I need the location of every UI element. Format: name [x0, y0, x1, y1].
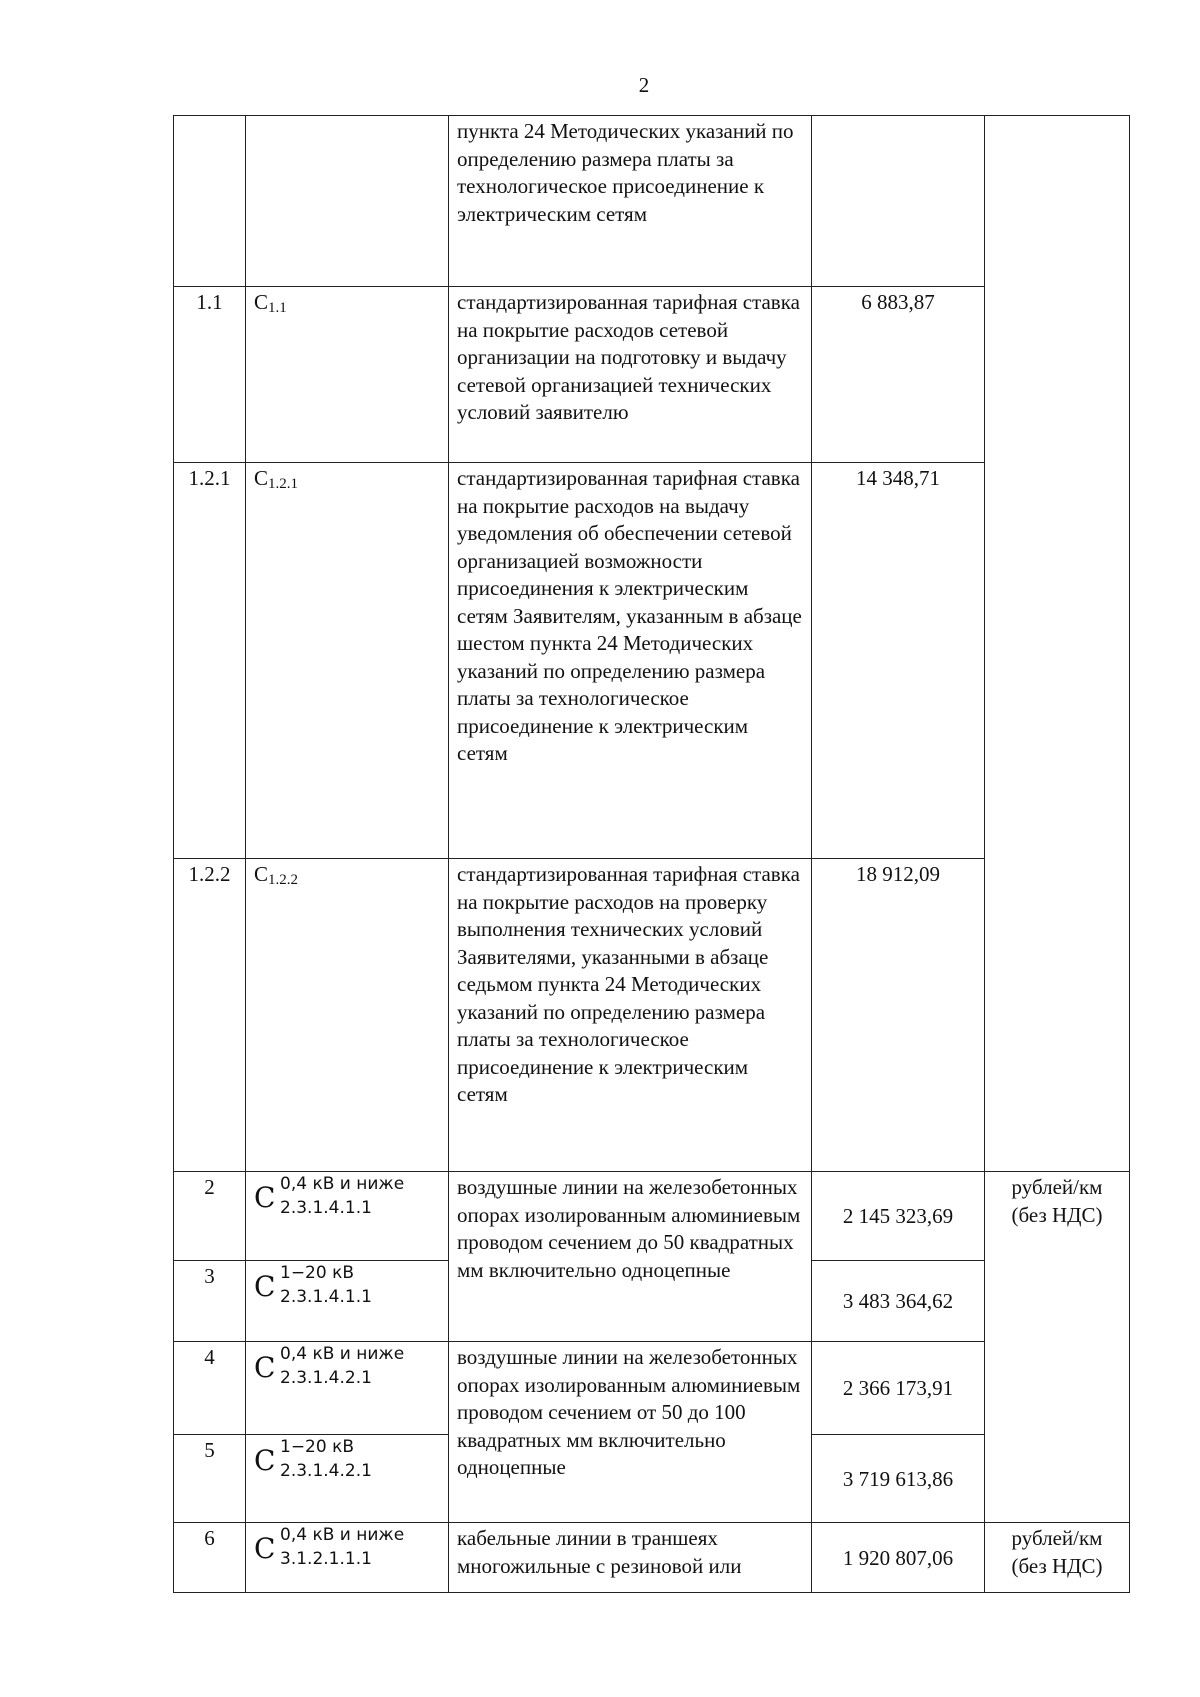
table-row — [174, 116, 1130, 287]
row-number: 4 — [174, 1342, 246, 1435]
rate-code — [246, 859, 449, 1172]
row-value: 6 883,87 — [812, 287, 985, 463]
row-unit — [985, 116, 1130, 287]
rate-code-base: С — [254, 466, 269, 490]
row-number: 5 — [174, 1435, 246, 1523]
table-row — [174, 1523, 1130, 1593]
row-number: 6 — [174, 1523, 246, 1593]
row-value — [812, 116, 985, 287]
row-value: 18 912,09 — [812, 859, 985, 1172]
rate-code — [246, 1172, 449, 1261]
rate-code-base: С — [254, 290, 269, 314]
row-number: 3 — [174, 1261, 246, 1342]
rate-code-symbol: С 1−20 кВ 2.3.1.4.2.1 — [254, 1437, 372, 1481]
table-row — [174, 859, 1130, 1172]
row-unit — [985, 287, 1130, 463]
rate-code-subscript: 1.2.1 — [268, 476, 299, 492]
row-description: пункта 24 Методических указаний по определению размера платы за технологическое присоединение к электрическим сетям — [449, 116, 812, 287]
row-number: 2 — [174, 1172, 246, 1261]
row-description: кабельные линии в траншеях многожильные с резиновой или — [449, 1523, 812, 1593]
table-row — [174, 1172, 1130, 1261]
row-description: воздушные линии на железобетонных опорах изолированным алюминиевым проводом сечением от 50 до 100 квадратных мм включительно одноцепные — [449, 1342, 812, 1523]
tariff-table — [173, 115, 1130, 1593]
rate-code — [246, 1261, 449, 1342]
rate-code — [246, 1435, 449, 1523]
row-number: 1.1 — [174, 287, 246, 463]
row-number: 1.2.1 — [174, 463, 246, 859]
row-unit: рублей/км (без НДС) — [985, 1172, 1130, 1523]
rate-code — [246, 463, 449, 859]
row-value: 14 348,71 — [812, 463, 985, 859]
row-value: 1 920 807,06 — [812, 1523, 985, 1593]
row-value: 2 366 173,91 — [812, 1342, 985, 1435]
row-value: 3 483 364,62 — [812, 1261, 985, 1342]
rate-code-symbol: С 0,4 кВ и ниже 3.1.2.1.1.1 — [254, 1525, 405, 1569]
rate-code-symbol: С 0,4 кВ и ниже 2.3.1.4.1.1 — [254, 1174, 405, 1218]
rate-code — [246, 1523, 449, 1593]
table-row — [174, 287, 1130, 463]
rate-code-subscript: 1.1 — [268, 300, 287, 316]
rate-code-symbol: С 0,4 кВ и ниже 2.3.1.4.2.1 — [254, 1344, 405, 1388]
rate-code-symbol: С 1−20 кВ 2.3.1.4.1.1 — [254, 1263, 372, 1307]
row-number — [174, 116, 246, 287]
row-unit — [985, 859, 1130, 1172]
row-description: стандартизированная тарифная ставка на покрытие расходов на проверку выполнения технических условий Заявителями, указанными в абзаце седьмом пункта 24 Методических указаний по определению размера платы за технологическое присоединение к электрическим сетям — [449, 859, 812, 1172]
rate-code-subscript: 1.2.2 — [268, 872, 299, 888]
row-value: 2 145 323,69 — [812, 1172, 985, 1261]
row-description: стандартизированная тарифная ставка на покрытие расходов на выдачу уведомления об обеспечении сетевой организацией возможности присоединения к электрическим сетям Заявителям, указанным в абзаце шестом пункта 24 Методических указаний по определению размера платы за технологическое присоединение к электрическим сетям — [449, 463, 812, 859]
table-row — [174, 463, 1130, 859]
row-number: 1.2.2 — [174, 859, 246, 1172]
row-value: 3 719 613,86 — [812, 1435, 985, 1523]
row-unit: рублей/км (без НДС) — [985, 1523, 1130, 1593]
rate-code — [246, 1342, 449, 1435]
rate-code-base: С — [254, 862, 269, 886]
row-description: стандартизированная тарифная ставка на покрытие расходов сетевой организации на подготовку и выдачу сетевой организацией технических условий заявителю — [449, 287, 812, 463]
rate-code — [246, 287, 449, 463]
page-number: 2 — [638, 73, 650, 97]
rate-code — [246, 116, 449, 287]
row-description: воздушные линии на железобетонных опорах изолированным алюминиевым проводом сечением до 50 квадратных мм включительно одноцепные — [449, 1172, 812, 1342]
row-unit — [985, 463, 1130, 859]
